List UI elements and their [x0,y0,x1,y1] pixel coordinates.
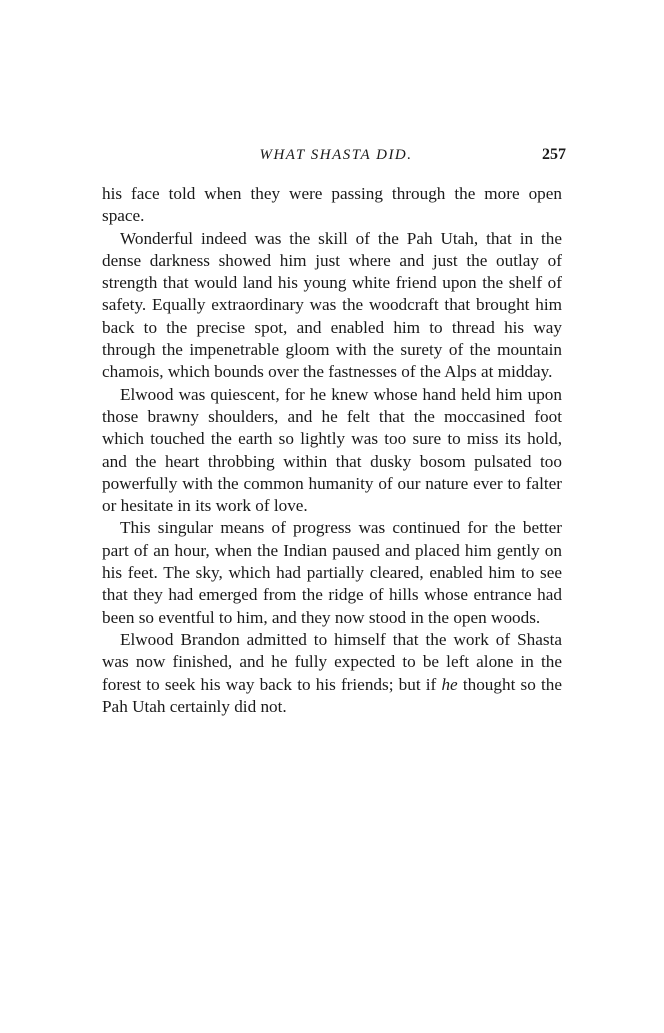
paragraph-continuation: his face told when they were passing through the more open space. [102,184,562,226]
running-head [102,144,570,168]
body-text [102,183,562,718]
paragraph-singular-progress: This singular means of progress was continued for the better part of an hour, when the Indian paused and placed him gently on his feet. The sky, which had partially cleared, enabled him to see that they had emerged from the ridge of hills whose entrance had been so eventful to him, and they now stood in the open woods. [102,518,562,627]
paragraph-wonderful-skill: Wonderful indeed was the skill of the Pah Utah, that in the dense darkness showed him just where and just the outlay of strength that would land his young white friend upon the shelf of safety. Equally extraordinary was the woodcraft that brought him back to the precise spot, and enabled him to thread his way through the impenetrable gloom with the surety of the mountain chamois, which bounds over the fastnesses of the Alps at midday. [102,228,562,382]
paragraph-text-start: Elwood Brandon admitted to himself that the work of Shasta was now finished, and he fully expected to be left alone in the forest to seek his way back to his friends; but if [102,629,562,694]
page-number: 257 [542,146,566,163]
paragraph-elwood-quiescent: Elwood was quiescent, for he knew whose hand held him upon those brawny shoulders, and he felt that the moccasined foot which touched the earth so lightly was too sure to miss its hold, and the heart throbbing within that dusky bosom pulsated too powerfully with the common humanity of our nature ever to falter or hesitate in its work of love. [102,384,562,516]
paragraph-text-end: thought so the Pah Utah certainly did not. [102,674,562,716]
emphasized-word: he [441,674,458,694]
paragraph-elwood-brandon [102,629,562,718]
running-title: WHAT SHASTA DID. [259,147,413,163]
